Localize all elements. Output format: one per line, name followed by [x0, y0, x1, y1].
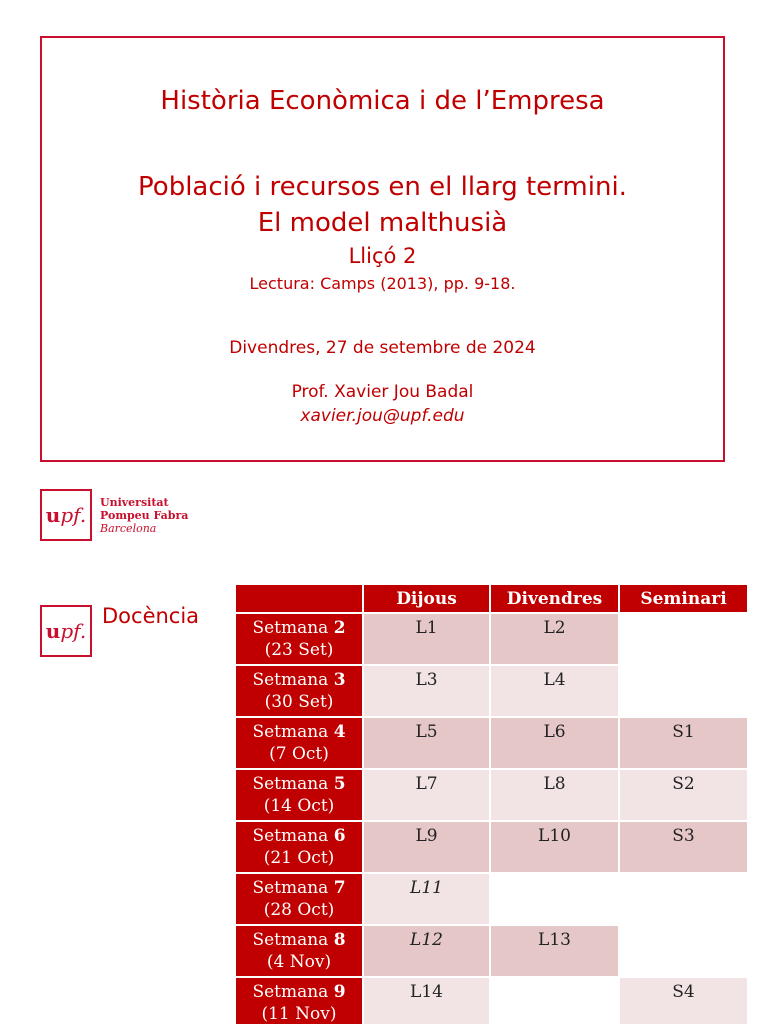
schedule-row: [236, 665, 748, 717]
week-cell: [236, 665, 363, 717]
schedule-row: [236, 977, 748, 1024]
week-label: Setmana: [252, 618, 334, 638]
seminari-cell: [619, 873, 748, 925]
seminari-value: [620, 614, 747, 618]
week-date: (21 Oct): [263, 848, 335, 868]
upf-logo-text: [100, 496, 188, 535]
seminari-cell: [619, 821, 748, 873]
schedule-header-row: [236, 585, 748, 613]
dijous-value: L7: [415, 774, 438, 794]
seminari-value: [620, 926, 747, 930]
divendres-value: L10: [538, 826, 571, 846]
dijous-cell: [363, 873, 490, 925]
divendres-cell: [490, 717, 619, 769]
schedule-row: [236, 873, 748, 925]
docencia-title: Docència: [102, 604, 200, 628]
week-number: 7: [333, 878, 346, 898]
week-date: (11 Nov): [261, 1004, 337, 1024]
upf-logo-small-mark: [40, 605, 92, 657]
divendres-cell: [490, 613, 619, 665]
dijous-value: L9: [415, 826, 438, 846]
dijous-cell: [363, 665, 490, 717]
week-cell: [236, 925, 363, 977]
dijous-cell: [363, 925, 490, 977]
week-cell: [236, 821, 363, 873]
title-slide: [40, 36, 725, 462]
dijous-value: L12: [410, 930, 443, 950]
week-date: (28 Oct): [263, 900, 335, 920]
dijous-value: L14: [410, 982, 443, 1002]
upf-logo-small: [40, 605, 92, 657]
dijous-cell: [363, 977, 490, 1024]
logo-small-pf: pf.: [60, 619, 87, 643]
week-cell: [236, 977, 363, 1024]
week-number: 9: [333, 982, 346, 1002]
schedule-row: [236, 769, 748, 821]
divendres-value: L2: [543, 618, 566, 638]
week-cell: [236, 613, 363, 665]
week-date: (23 Set): [264, 640, 334, 660]
seminari-cell: [619, 665, 748, 717]
week-number: 2: [333, 618, 346, 638]
lecture-date: Divendres, 27 de setembre de 2024: [229, 338, 536, 358]
upf-logo-mark: [40, 489, 92, 541]
seminari-cell: [619, 769, 748, 821]
logo-mark-u: u: [45, 503, 61, 527]
week-cell: [236, 769, 363, 821]
divendres-cell: [490, 665, 619, 717]
seminari-cell: [619, 925, 748, 977]
week-label: Setmana: [252, 826, 334, 846]
dijous-cell: [363, 717, 490, 769]
divendres-cell: [490, 977, 619, 1024]
schedule-table: [236, 585, 749, 1024]
week-date: (4 Nov): [266, 952, 332, 972]
week-label: Setmana: [252, 930, 334, 950]
week-number: 4: [333, 722, 346, 742]
divendres-cell: [490, 925, 619, 977]
week-date: (14 Oct): [263, 796, 335, 816]
seminari-value: S3: [672, 826, 695, 846]
dijous-value: L3: [415, 670, 438, 690]
seminari-value: S1: [672, 722, 695, 742]
seminari-value: S2: [672, 774, 695, 794]
divendres-value: L6: [543, 722, 566, 742]
topic-title-2: El model malthusià: [257, 208, 508, 238]
header-seminari: Seminari: [619, 585, 748, 613]
week-number: 8: [333, 930, 346, 950]
upf-logo: [40, 489, 188, 541]
dijous-cell: [363, 821, 490, 873]
week-date: (7 Oct): [269, 744, 329, 764]
seminari-value: [620, 666, 747, 670]
week-label: Setmana: [252, 878, 334, 898]
divendres-value: L4: [543, 670, 566, 690]
week-date: (30 Set): [264, 692, 334, 712]
seminari-value: [620, 874, 747, 878]
seminari-cell: [619, 613, 748, 665]
schedule-row: [236, 717, 748, 769]
seminari-cell: [619, 977, 748, 1024]
dijous-value: L11: [410, 878, 443, 898]
dijous-value: L5: [415, 722, 438, 742]
dijous-cell: [363, 613, 490, 665]
logo-line-3: Barcelona: [100, 521, 157, 535]
divendres-value: L13: [538, 930, 571, 950]
header-dijous: Dijous: [363, 585, 490, 613]
week-label: Setmana: [252, 722, 334, 742]
schedule-row: [236, 613, 748, 665]
week-label: Setmana: [252, 670, 334, 690]
reading-ref: Lectura: Camps (2013), pp. 9-18.: [249, 274, 516, 293]
divendres-cell: [490, 873, 619, 925]
divendres-cell: [490, 769, 619, 821]
professor-email[interactable]: xavier.jou@upf.edu: [300, 406, 465, 426]
logo-mark-pf: pf.: [60, 503, 87, 527]
lesson-number: Lliçó 2: [348, 244, 417, 268]
professor-name: Prof. Xavier Jou Badal: [291, 382, 474, 402]
course-title: Història Econòmica i de l’Empresa: [160, 86, 605, 116]
seminari-value: S4: [672, 982, 695, 1002]
logo-line-1: Universitat: [100, 495, 169, 509]
logo-small-u: u: [45, 619, 61, 643]
logo-line-2: Pompeu Fabra: [100, 508, 189, 522]
divendres-value: L8: [543, 774, 566, 794]
topic-title-1: Població i recursos en el llarg termini.: [138, 172, 627, 202]
week-cell: [236, 717, 363, 769]
header-blank: [236, 585, 363, 613]
schedule-row: [236, 925, 748, 977]
week-number: 3: [333, 670, 346, 690]
divendres-cell: [490, 821, 619, 873]
week-number: 6: [333, 826, 346, 846]
week-label: Setmana: [252, 774, 334, 794]
schedule-row: [236, 821, 748, 873]
divendres-value: [491, 874, 618, 878]
divendres-value: [491, 978, 618, 982]
week-label: Setmana: [252, 982, 334, 1002]
week-cell: [236, 873, 363, 925]
header-divendres: Divendres: [490, 585, 619, 613]
week-number: 5: [333, 774, 346, 794]
dijous-cell: [363, 769, 490, 821]
dijous-value: L1: [415, 618, 438, 638]
seminari-cell: [619, 717, 748, 769]
